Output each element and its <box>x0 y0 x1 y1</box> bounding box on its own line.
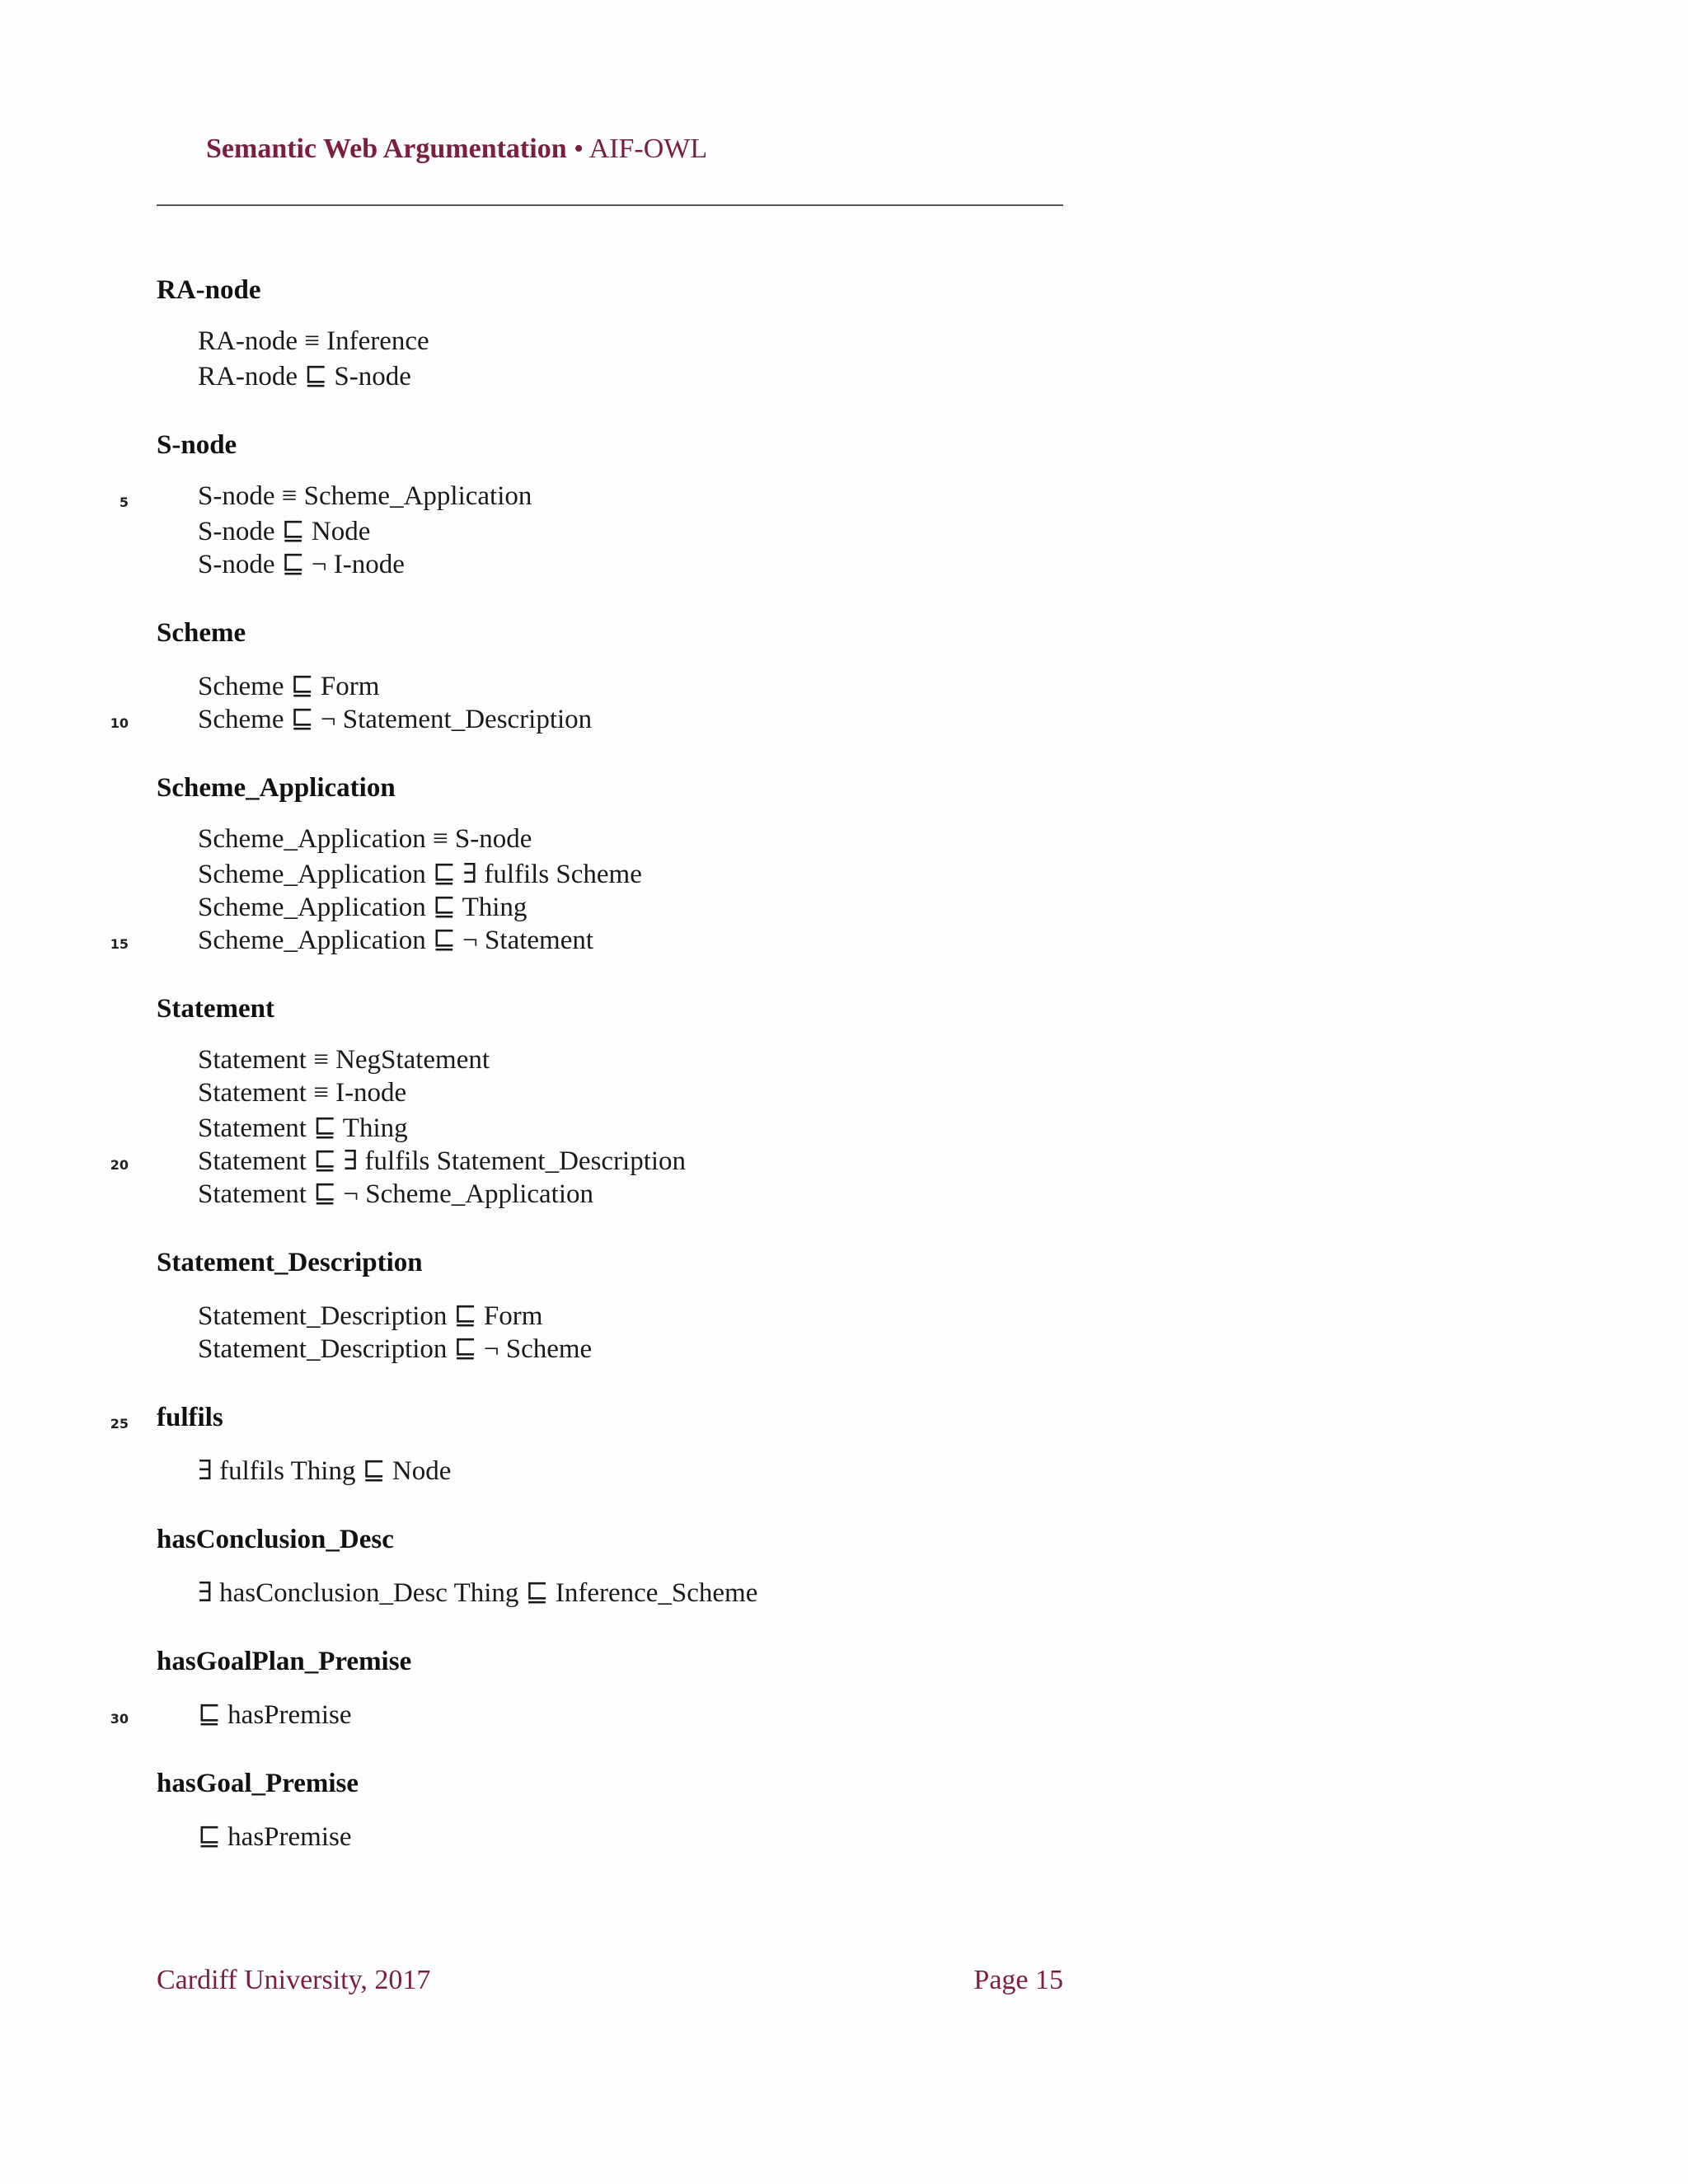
axiom: Scheme_Application ⊑ ∃ fulfils Scheme <box>198 860 642 889</box>
section-title-hasgoalplan-premise: hasGoalPlan_Premise <box>157 1647 412 1676</box>
axiom: Statement ≡ NegStatement <box>198 1045 490 1075</box>
section-title-scheme: Scheme <box>157 618 246 648</box>
header-separator: • <box>566 134 589 164</box>
section-title-statement-description: Statement_Description <box>157 1248 423 1277</box>
axiom: Scheme ⊑ Form <box>198 672 380 701</box>
running-header <box>206 134 707 165</box>
section-title-statement: Statement <box>157 994 274 1024</box>
axiom: ⊑ hasPremise <box>198 1700 352 1730</box>
header-rule <box>157 204 1063 206</box>
axiom: Statement_Description ⊑ Form <box>198 1301 543 1331</box>
axiom: Scheme_Application ⊑ ¬ Statement <box>198 926 594 955</box>
header-subtitle: AIF-OWL <box>588 134 708 164</box>
axiom: Statement ≡ I-node <box>198 1078 407 1108</box>
section-title-hasgoal-premise: hasGoal_Premise <box>157 1769 359 1798</box>
line-number: 25 <box>110 1416 129 1432</box>
axiom: Statement ⊑ ∃ fulfils Statement_Description <box>198 1146 687 1176</box>
axiom: RA-node ≡ Inference <box>198 326 429 356</box>
axiom: Scheme ⊑ ¬ Statement_Description <box>198 705 593 734</box>
axiom: S-node ≡ Scheme_Application <box>198 481 532 511</box>
section-title-fulfils: fulfils <box>157 1403 223 1432</box>
axiom: ⊑ hasPremise <box>198 1822 352 1852</box>
line-number: 30 <box>110 1711 129 1727</box>
section-title-ra-node: RA-node <box>157 275 261 305</box>
section-title-hasconclusion-desc: hasConclusion_Desc <box>157 1525 394 1554</box>
axiom: ∃ fulfils Thing ⊑ Node <box>198 1456 452 1486</box>
axiom: RA-node ⊑ S-node <box>198 362 411 391</box>
axiom: Statement_Description ⊑ ¬ Scheme <box>198 1334 593 1364</box>
line-number: 20 <box>110 1157 129 1173</box>
line-number: 10 <box>110 715 129 731</box>
axiom: Scheme_Application ⊑ Thing <box>198 893 528 922</box>
section-title-scheme-application: Scheme_Application <box>157 773 396 803</box>
footer-institution: Cardiff University, 2017 <box>157 1965 431 1995</box>
axiom: S-node ⊑ Node <box>198 517 371 546</box>
section-title-s-node: S-node <box>157 430 237 460</box>
axiom: ∃ hasConclusion_Desc Thing ⊑ Inference_Scheme <box>198 1578 758 1608</box>
axiom: S-node ⊑ ¬ I-node <box>198 550 405 579</box>
axiom: Scheme_Application ≡ S-node <box>198 824 532 854</box>
line-number: 15 <box>110 936 129 952</box>
footer-page-number: Page 15 <box>973 1965 1063 1995</box>
line-number: 5 <box>119 494 129 510</box>
axiom: Statement ⊑ ¬ Scheme_Application <box>198 1179 594 1209</box>
axiom: Statement ⊑ Thing <box>198 1113 408 1143</box>
header-title: Semantic Web Argumentation <box>206 134 567 164</box>
